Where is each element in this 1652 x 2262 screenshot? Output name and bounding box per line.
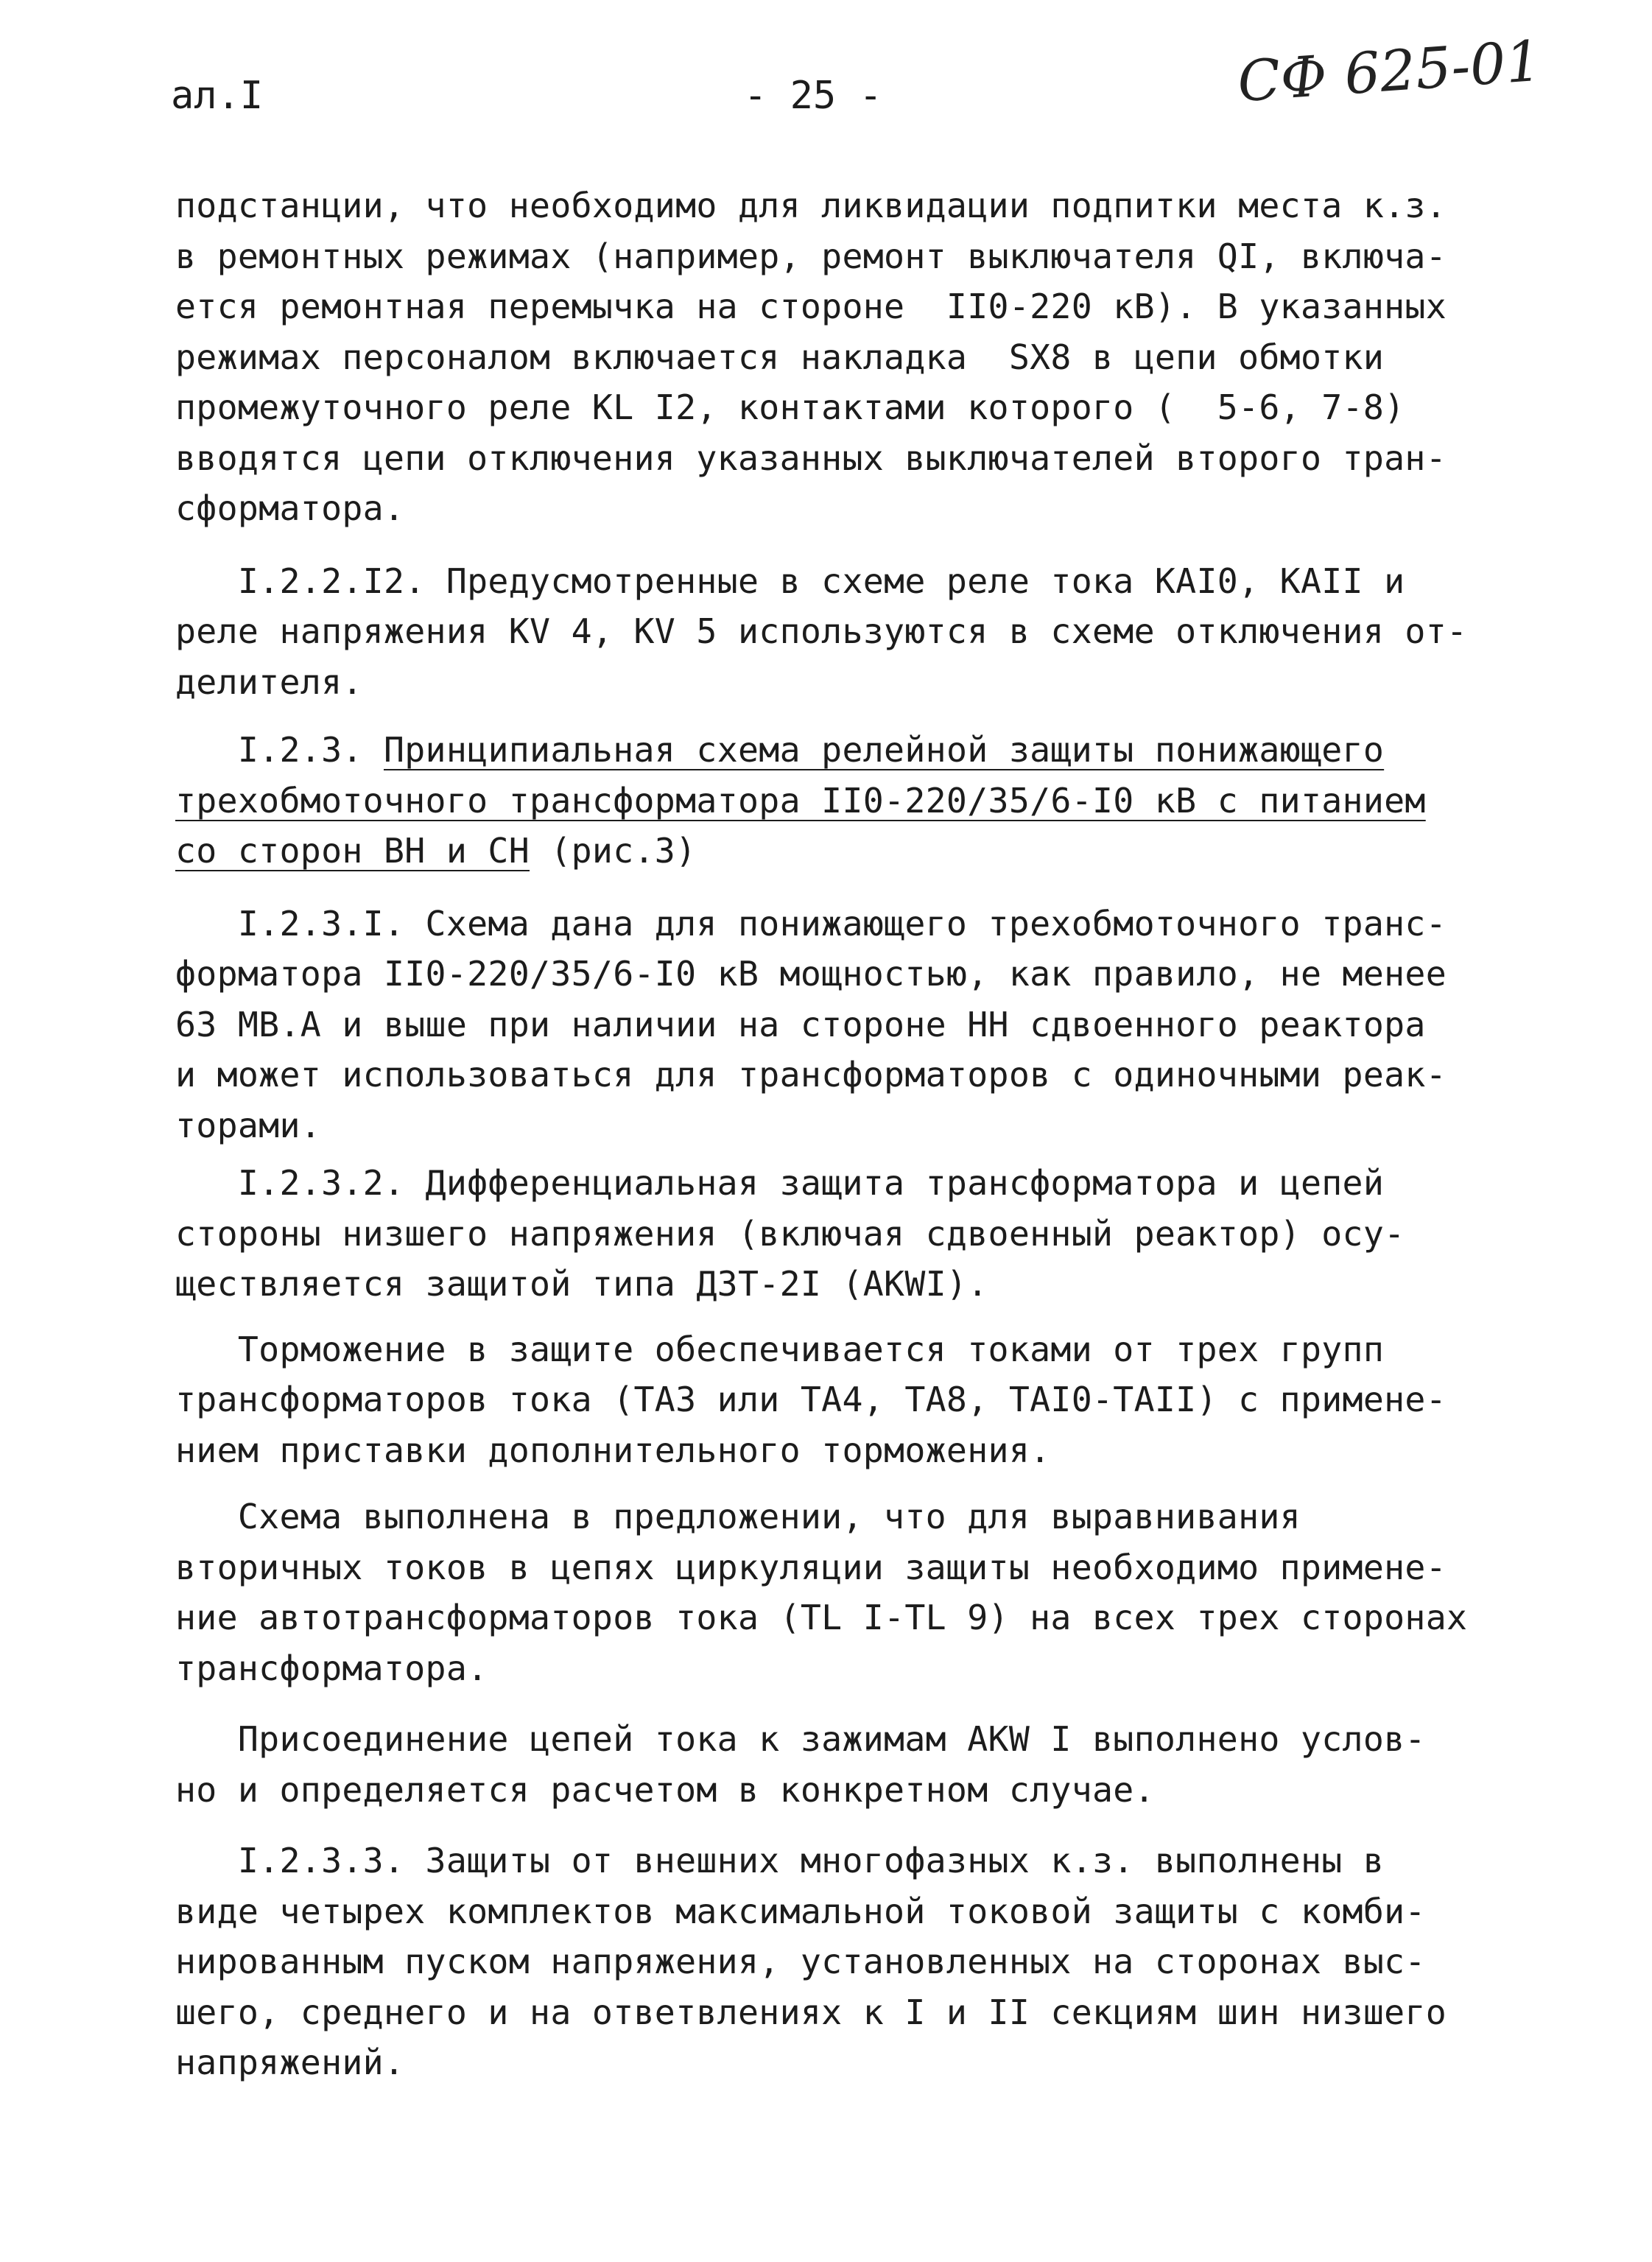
paragraph-1-2-3-2 bbox=[175, 1158, 1479, 1310]
sheet-label: ал.I bbox=[171, 74, 264, 118]
paragraph-scheme-assumption bbox=[175, 1492, 1479, 1693]
text-line: ществляется защитой типа ДЗТ-2I (AKWI). bbox=[175, 1264, 988, 1304]
text-line: напряжений. bbox=[175, 2043, 405, 2082]
text-line: шего, среднего и на ответвлениях к I и II секциям шин низшего bbox=[175, 1992, 1447, 2032]
handwritten-document-code: СФ 625-01 bbox=[1235, 27, 1544, 115]
figure-reference: (рис.3) bbox=[530, 831, 697, 871]
heading-line: со сторон ВН и СН bbox=[175, 831, 530, 871]
page-number: - 25 - bbox=[744, 74, 882, 118]
text-line: трансформатора. bbox=[175, 1648, 488, 1688]
text-line: форматора II0-220/35/6-I0 кВ мощностью, как правило, не менее bbox=[175, 954, 1447, 994]
text-line: 63 МВ.А и выше при наличии на стороне НН сдвоенного реактора bbox=[175, 1004, 1426, 1044]
text-line: Схема выполнена в предложении, что для выравнивания bbox=[175, 1497, 1301, 1536]
text-line: I.2.3.2. Дифференциальная защита трансформатора и цепей bbox=[175, 1163, 1385, 1203]
section-heading-1-2-3 bbox=[175, 725, 1479, 877]
text-line: I.2.3.I. Схема дана для понижающего трехобмоточного транс- bbox=[175, 903, 1447, 944]
paragraph-1-2-2-12 bbox=[175, 556, 1479, 708]
text-line: подстанции, что необходимо для ликвидации подпитки места к.з. bbox=[175, 186, 1447, 225]
text-line: реле напряжения KV 4, KV 5 используются в схеме отключения от- bbox=[175, 611, 1468, 651]
text-line: сформатора. bbox=[175, 488, 405, 528]
text-line: нием приставки дополнительного торможения. bbox=[175, 1430, 1051, 1470]
text-line: торами. bbox=[175, 1105, 322, 1145]
document-body bbox=[175, 180, 1479, 2088]
text-line: трансформаторов тока (ТА3 или ТА4, ТА8, ТАI0-ТАII) с примене- bbox=[175, 1380, 1447, 1419]
text-line: но и определяется расчетом в конкретном случае. bbox=[175, 1769, 1155, 1810]
paragraph-1-2-3-3 bbox=[175, 1836, 1479, 2088]
text-line: ется ремонтная перемычка на стороне II0-220 кВ). В указанных bbox=[175, 287, 1447, 326]
text-line: Присоединение цепей тока к зажимам AKW I выполнено услов- bbox=[175, 1719, 1426, 1759]
text-line: Торможение в защите обеспечивается токами от трех групп bbox=[175, 1329, 1385, 1369]
text-line: и может использоваться для трансформаторов с одиночными реак- bbox=[175, 1055, 1447, 1095]
heading-line: Принципиальная схема релейной защиты понижающего bbox=[383, 730, 1385, 770]
text-line: нированным пуском напряжения, установленных на сторонах выс- bbox=[175, 1942, 1426, 1981]
text-line: режимах персоналом включается накладка SX8 в цепи обмотки bbox=[175, 337, 1385, 377]
text-line: стороны низшего напряжения (включая сдвоенный реактор) осу- bbox=[175, 1213, 1405, 1254]
text-line: виде четырех комплектов максимальной токовой защиты с комби- bbox=[175, 1891, 1426, 1931]
heading-line: трехобмоточного трансформатора II0-220/35/6-I0 кВ с питанием bbox=[175, 780, 1426, 821]
text-line: промежуточного реле KL I2, контактами которого ( 5-6, 7-8) bbox=[175, 387, 1405, 427]
section-number: I.2.3. bbox=[175, 730, 384, 770]
text-line: вторичных токов в цепях циркуляции защиты необходимо примене- bbox=[175, 1547, 1447, 1587]
paragraph-substation bbox=[175, 180, 1479, 534]
text-line: ние автотрансформаторов тока (TL I-TL 9) на всех трех сторонах bbox=[175, 1598, 1468, 1637]
text-line: I.2.3.3. Защиты от внешних многофазных к.з. выполнены в bbox=[175, 1841, 1385, 1880]
text-line: в ремонтных режимах (например, ремонт выключателя QI, включа- bbox=[175, 236, 1447, 276]
text-line: вводятся цепи отключения указанных выключателей второго тран- bbox=[175, 438, 1447, 478]
paragraph-1-2-3-1 bbox=[175, 899, 1479, 1151]
text-line: делителя. bbox=[175, 661, 363, 702]
paragraph-braking bbox=[175, 1324, 1479, 1476]
text-line: I.2.2.I2. Предусмотренные в схеме реле тока КАI0, КАII и bbox=[175, 561, 1405, 601]
paragraph-connection bbox=[175, 1714, 1479, 1815]
